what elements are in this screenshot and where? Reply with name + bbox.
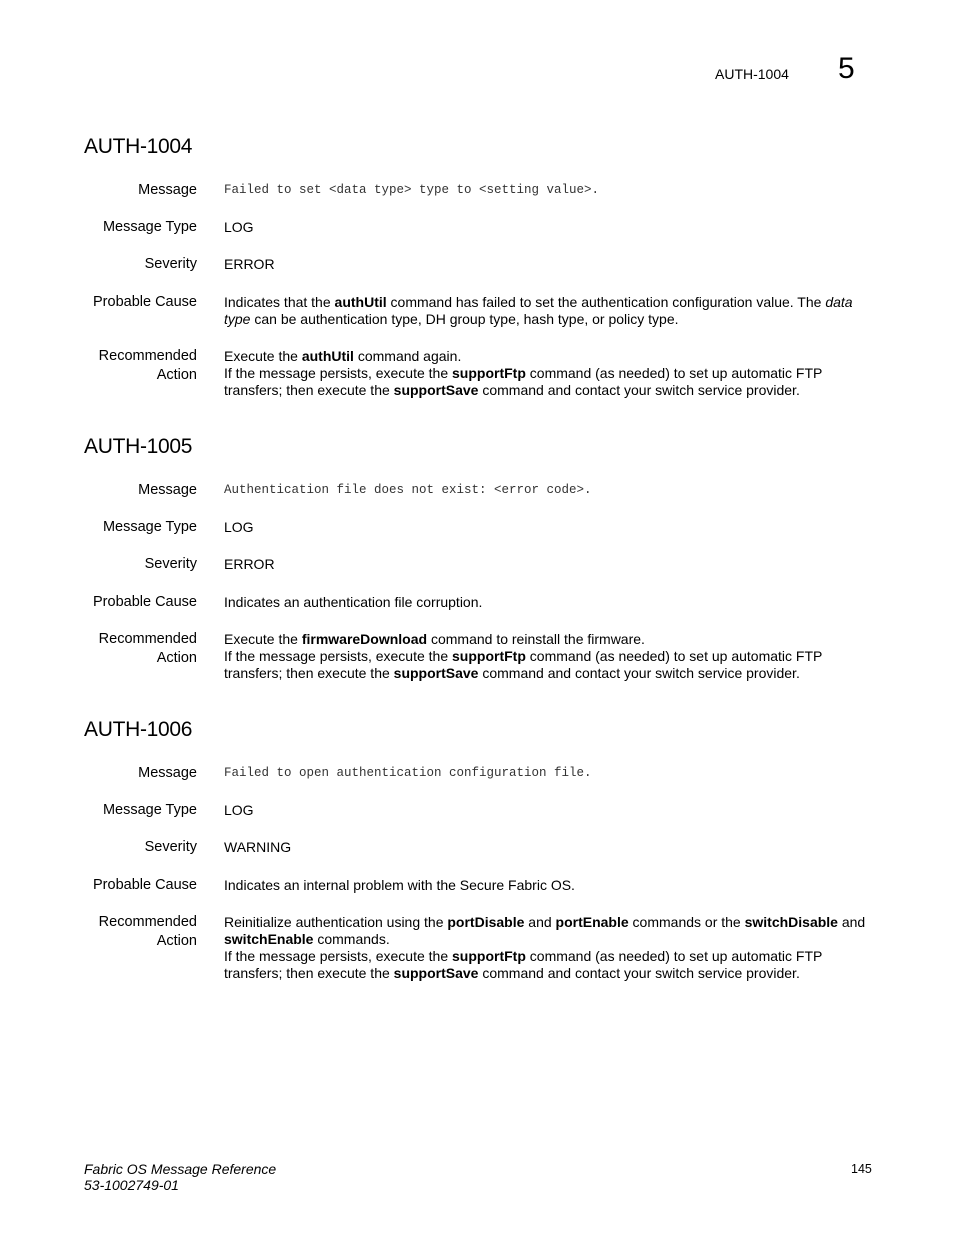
text-run: Execute the: [224, 348, 302, 364]
text-run: can be authentication type, DH group type, hash type, or policy type.: [250, 311, 679, 327]
text-run: command to reinstall the firmware.: [427, 631, 645, 647]
probable-cause-label: Probable Cause: [93, 594, 197, 610]
recommended-word: Recommended: [98, 631, 197, 647]
recommended-action-text: [224, 631, 874, 682]
text-run: command (as needed) to set up automatic FTP transfers; then execute the: [224, 365, 823, 398]
message-type-label: Message Type: [102, 519, 197, 535]
action-paragraph: [224, 348, 874, 365]
severity-label: Severity: [144, 256, 197, 272]
severity-label: Severity: [144, 556, 197, 572]
probable-cause-label: Probable Cause: [93, 294, 197, 310]
entry-title: AUTH-1006: [84, 718, 193, 741]
action-paragraph: [224, 914, 874, 948]
command-name: supportSave: [393, 965, 479, 981]
text-run: command and contact your switch service provider.: [478, 965, 800, 981]
probable-cause-text: [224, 877, 874, 894]
running-header-label: AUTH-1004: [715, 66, 789, 82]
command-name: switchEnable: [224, 931, 314, 947]
command-name: supportFtp: [452, 365, 526, 381]
text-run: If the message persists, execute the: [224, 365, 453, 381]
text-run: Indicates that the: [224, 294, 335, 310]
message-type-value: LOG: [224, 802, 254, 818]
text-run: Indicates an authentication file corruption.: [224, 594, 483, 610]
text-run: Execute the: [224, 631, 302, 647]
message-text: Failed to open authentication configuration file.: [224, 766, 592, 780]
recommended-action-text: [224, 914, 874, 982]
command-name: portDisable: [447, 914, 525, 930]
command-name: switchDisable: [744, 914, 838, 930]
command-name: supportSave: [393, 382, 479, 398]
text-run: Indicates an internal problem with the Secure Fabric OS.: [224, 877, 575, 893]
entry-title: AUTH-1004: [84, 135, 193, 158]
severity-label: Severity: [144, 839, 197, 855]
command-name: authUtil: [301, 348, 354, 364]
severity-value: ERROR: [224, 556, 275, 572]
probable-cause-text: [224, 594, 874, 611]
text-run: command has failed to set the authentication configuration value. The: [386, 294, 826, 310]
message-type-value: LOG: [224, 219, 254, 235]
text-run: and: [524, 914, 556, 930]
text-run: commands or the: [628, 914, 745, 930]
footer-document-title: Fabric OS Message Reference: [84, 1161, 277, 1177]
command-name: authUtil: [334, 294, 387, 310]
probable-cause-text: [224, 294, 874, 328]
action-word: Action: [156, 367, 197, 383]
severity-value: WARNING: [224, 839, 292, 855]
footer-document-number: 53-1002749-01: [84, 1177, 179, 1193]
message-label: Message: [138, 182, 197, 198]
text-run: If the message persists, execute the: [224, 948, 453, 964]
chapter-number: 5: [838, 52, 855, 85]
text-run: Reinitialize authentication using the: [224, 914, 448, 930]
command-name: firmwareDownload: [301, 631, 428, 647]
text-run: If the message persists, execute the: [224, 648, 453, 664]
command-name: supportFtp: [452, 948, 526, 964]
text-run: command (as needed) to set up automatic FTP transfers; then execute the: [224, 948, 823, 981]
probable-cause-label: Probable Cause: [93, 877, 197, 893]
recommended-action-label: [57, 913, 197, 951]
message-text: Authentication file does not exist: <error code>.: [224, 483, 592, 497]
action-word: Action: [156, 933, 197, 949]
text-run: command and contact your switch service provider.: [478, 382, 800, 398]
message-type-value: LOG: [224, 519, 254, 535]
recommended-word: Recommended: [98, 914, 197, 930]
recommended-action-text: [224, 348, 874, 399]
action-paragraph: [224, 948, 874, 982]
severity-value: ERROR: [224, 256, 275, 272]
recommended-word: Recommended: [98, 348, 197, 364]
action-word: Action: [156, 650, 197, 666]
recommended-action-label: [57, 630, 197, 668]
text-run: command and contact your switch service provider.: [478, 665, 800, 681]
command-name: supportFtp: [452, 648, 526, 664]
text-run: commands.: [313, 931, 390, 947]
message-label: Message: [138, 482, 197, 498]
message-text: Failed to set <data type> type to <setting value>.: [224, 183, 600, 197]
variable-name: data type: [224, 294, 853, 327]
action-paragraph: [224, 631, 874, 648]
text-run: and: [837, 914, 866, 930]
message-type-label: Message Type: [102, 219, 197, 235]
message-type-label: Message Type: [102, 802, 197, 818]
action-paragraph: [224, 365, 874, 399]
footer-page-number: 145: [851, 1162, 872, 1176]
text-run: command again.: [353, 348, 462, 364]
recommended-action-label: [57, 347, 197, 385]
command-name: supportSave: [393, 665, 479, 681]
entry-title: AUTH-1005: [84, 435, 193, 458]
text-run: command (as needed) to set up automatic FTP transfers; then execute the: [224, 648, 823, 681]
action-paragraph: [224, 648, 874, 682]
command-name: portEnable: [555, 914, 629, 930]
message-label: Message: [138, 765, 197, 781]
